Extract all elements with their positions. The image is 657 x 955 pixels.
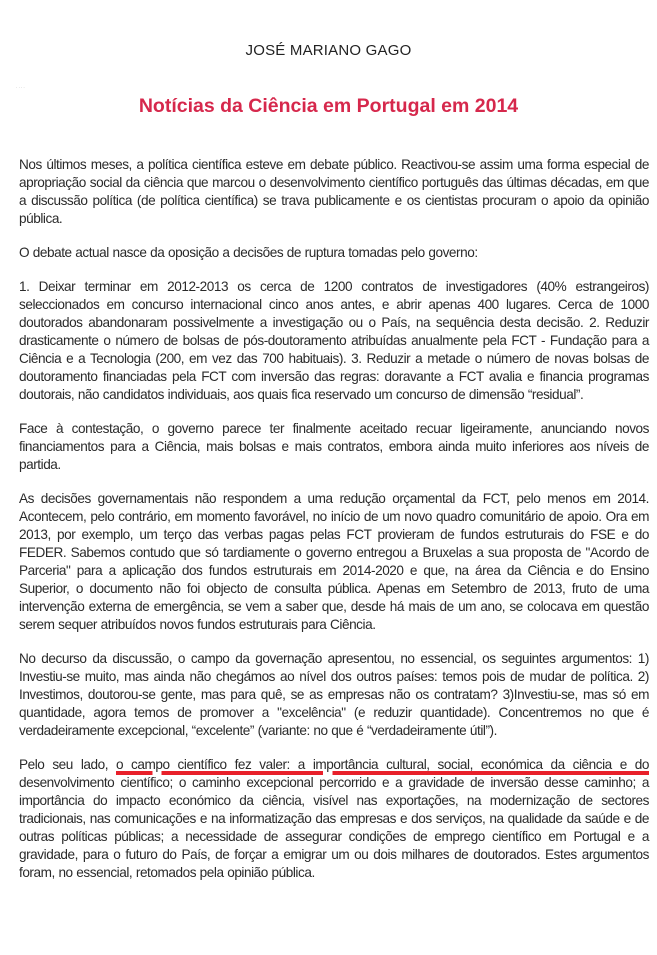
document-title: Notícias da Ciência em Portugal em 2014 [138,95,519,117]
scan-artifact: · · · · [16,85,25,90]
text-after-highlight: desenvolvimento científico; o caminho excepcional percorrido e a gravidade de inversão desse caminho; a importância do impacto económico da ciência, visível nas exportações, na modernização de sectores tradicionais, nas comunicações e na informatização das empresas e dos serviços, na qualidade da saúde e de outras políticas públicas; a necessidade de assegurar condições de emprego científico em Portugal e a gravidade, para o futuro do País, de forçar a emigrar um ou dois milhares de doutorados. Estes argumentos foram, no essencial, retomados pela opinião pública. [19,775,649,880]
paragraph: O debate actual nasce da oposição a decisões de ruptura tomadas pelo governo: [19,245,478,260]
text-before-highlight: Pelo seu lado, [19,757,116,772]
paragraph: Nos últimos meses, a política científica esteve em debate público. Reactivou-se assim uma forma especial de apropriação social da ciência que marcou o desenvolvimento científico português das últimas décadas, em que a discussão política (de política científica) se trava publicamente e os cientistas procuram o apoio da opinião pública. [19,157,649,226]
paragraph-last [19,756,649,882]
red-underlined-phrase: o campo científico fez valer: a importância cultural, social, económica da ciência e do [116,757,649,772]
paragraph: As decisões governamentais não respondem a uma redução orçamental da FCT, pelo menos em 2014. Acontecem, pelo contrário, em momento favorável, no início de um novo quadro comunitário de apoio. Ora em 2013, por exemplo, um terço das verbas pagas pelas FCT provieram de fundos estruturais do FSE e do FEDER. Sabemos contudo que só tardiamente o governo entregou a Bruxelas a sua proposta de "Acordo de Parceria" para a aplicação dos fundos estruturais em 2014-2020 e que, na área da Ciência e do Ensino Superior, o documento não foi objecto de consulta pública. Apenas em Setembro de 2013, fruto de uma intervenção externa de emergência, se vem a saber que, desde há mais de um ano, se colocava em questão serem sequer atribuídos novos fundos estruturais para Ciência. [19,491,649,632]
paragraph: 1. Deixar terminar em 2012-2013 os cerca de 1200 contratos de investigadores (40% estrangeiros) seleccionados em concurso internacional cinco anos antes, e abrir apenas 400 lugares. Cerca de 1000 doutorados abandonaram possivelmente a investigação ou o País, na sequência desta decisão. 2. Reduzir drasticamente o número de bolsas de pós-doutoramento atribuídas anualmente pela FCT - Fundação para a Ciência e a Tecnologia (200, em vez das 700 habituais). 3. Reduzir a metade o número de novas bolsas de doutoramento financiadas pela FCT com inversão das regras: doravante a FCT avalia e financia programas doutorais, não candidatos individuais, aos quais fica reservado um concurso de dimensão “residual”. [19,279,649,402]
paragraph: No decurso da discussão, o campo da governação apresentou, no essencial, os seguintes argumentos: 1) Investiu-se muito, mas ainda não chegámos ao nível dos outros países: temos pois de mudar de política. 2) Investimos, doutorou-se gente, mas para quê, se as empresas não os contratam? 3)Investiu-se, mas só em quantidade, agora temos de promover a "excelência" (e reduzir quantidade). Concentremos no que é verdadeiramente excepcional, “excelente” (variante: no que é “verdadeiramente útil”). [19,651,649,738]
author-name: JOSÉ MARIANO GAGO [245,42,412,59]
paragraph: Face à contestação, o governo parece ter finalmente aceitado recuar ligeiramente, anunciando novos financiamentos para a Ciência, mais bolsas e mais contratos, embora ainda muito inferiores aos níveis de partida. [19,421,649,472]
article-body [19,156,649,898]
